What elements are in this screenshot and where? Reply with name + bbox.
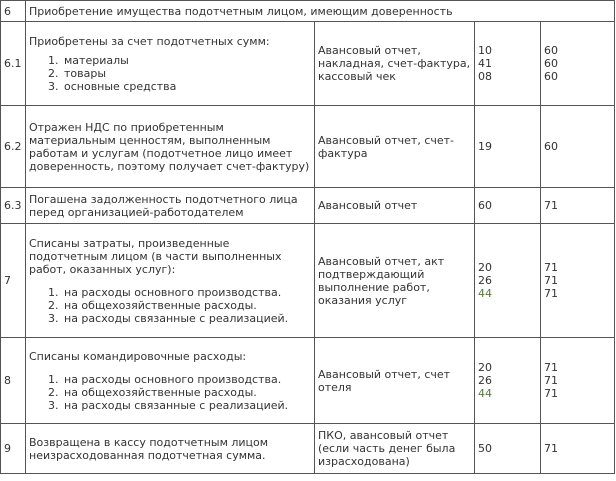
debit-code: 26 — [478, 274, 492, 287]
credit-code: 60 — [541, 106, 615, 188]
debit-cell — [475, 338, 541, 424]
debit-code: 19 — [475, 106, 541, 188]
table-row — [1, 224, 615, 338]
operation-cell — [26, 338, 315, 424]
operation-list — [29, 286, 311, 325]
operation-cell — [26, 224, 315, 338]
row-number: 6.1 — [1, 22, 26, 106]
row-number: 7 — [1, 224, 26, 338]
document-cell: Авансовый отчет, счет отеля — [315, 338, 475, 424]
operation-text: Возвращена в кассу подотчетным лицом неизрасходованная подотчетная сумма. — [26, 424, 315, 474]
debit-code: 08 — [478, 70, 492, 83]
debit-code: 60 — [475, 188, 541, 224]
credit-code: 71 — [544, 274, 558, 287]
document-cell: ПКО, авансовый отчет (если часть денег была израсходована) — [315, 424, 475, 474]
table-row — [1, 188, 615, 224]
debit-code: 10 — [478, 44, 492, 57]
credit-code: 60 — [544, 70, 558, 83]
credit-code: 71 — [544, 261, 558, 274]
credit-code: 71 — [544, 387, 558, 400]
list-item: 3. основные средства — [62, 80, 311, 93]
credit-code: 71 — [544, 287, 558, 300]
operation-list — [29, 54, 311, 93]
document-cell: Авансовый отчет, акт подтверждающий выполнение работ, оказания услуг — [315, 224, 475, 338]
credit-cell — [541, 224, 615, 338]
document-cell: Авансовый отчет — [315, 188, 475, 224]
section-title: Приобретение имущества подотчетным лицом, имеющим доверенность — [26, 1, 615, 22]
list-item: 3. на расходы связанные с реализацией. — [62, 399, 311, 412]
operation-cell — [26, 22, 315, 106]
operation-text: Списаны командировочные расходы: — [29, 349, 247, 363]
table-row — [1, 22, 615, 106]
operation-text: Погашена задолженность подотчетного лица перед организацией-работодателем — [26, 188, 315, 224]
debit-code: 26 — [478, 374, 492, 387]
debit-code: 50 — [475, 424, 541, 474]
list-item: 1. на расходы основного производства. — [62, 373, 311, 386]
credit-code: 71 — [541, 424, 615, 474]
credit-code: 71 — [541, 188, 615, 224]
list-item: 2. на общехозяйственные расходы. — [62, 386, 311, 399]
debit-cell — [475, 22, 541, 106]
list-item: 2. на общехозяйственные расходы. — [62, 299, 311, 312]
table-row — [1, 1, 615, 22]
credit-code: 71 — [544, 374, 558, 387]
debit-code: 44 — [478, 387, 492, 400]
row-number: 9 — [1, 424, 26, 474]
row-number: 6.3 — [1, 188, 26, 224]
document-cell: Авансовый отчет, накладная, счет-фактура, кассовый чек — [315, 22, 475, 106]
row-number: 8 — [1, 338, 26, 424]
operation-text: Списаны затраты, произведенные подотчетным лицом (в части выполненных работ, оказанных услуг): — [29, 236, 282, 276]
list-item: 3. на расходы связанные с реализацией. — [62, 312, 311, 325]
credit-code: 71 — [544, 361, 558, 374]
operation-text: Приобретены за счет подотчетных сумм: — [29, 34, 270, 48]
debit-code: 20 — [478, 361, 492, 374]
debit-cell — [475, 224, 541, 338]
debit-code: 41 — [478, 57, 492, 70]
table-row — [1, 338, 615, 424]
credit-cell — [541, 22, 615, 106]
table-row — [1, 106, 615, 188]
row-number: 6 — [1, 1, 26, 22]
list-item: 2. товары — [62, 67, 311, 80]
credit-code: 60 — [544, 44, 558, 57]
list-item: 1. на расходы основного производства. — [62, 286, 311, 299]
credit-cell — [541, 338, 615, 424]
list-item: 1. материалы — [62, 54, 311, 67]
credit-code: 60 — [544, 57, 558, 70]
row-number: 6.2 — [1, 106, 26, 188]
document-cell: Авансовый отчет, счет-фактура — [315, 106, 475, 188]
debit-code: 20 — [478, 261, 492, 274]
table-row — [1, 424, 615, 474]
debit-code: 44 — [478, 287, 492, 300]
operation-list — [29, 373, 311, 412]
operation-text: Отражен НДС по приобретенным материальным ценностям, выполненным работам и услугам (подотчетное лицо имеет доверенность, поэтому получает счет-фактуру) — [26, 106, 315, 188]
